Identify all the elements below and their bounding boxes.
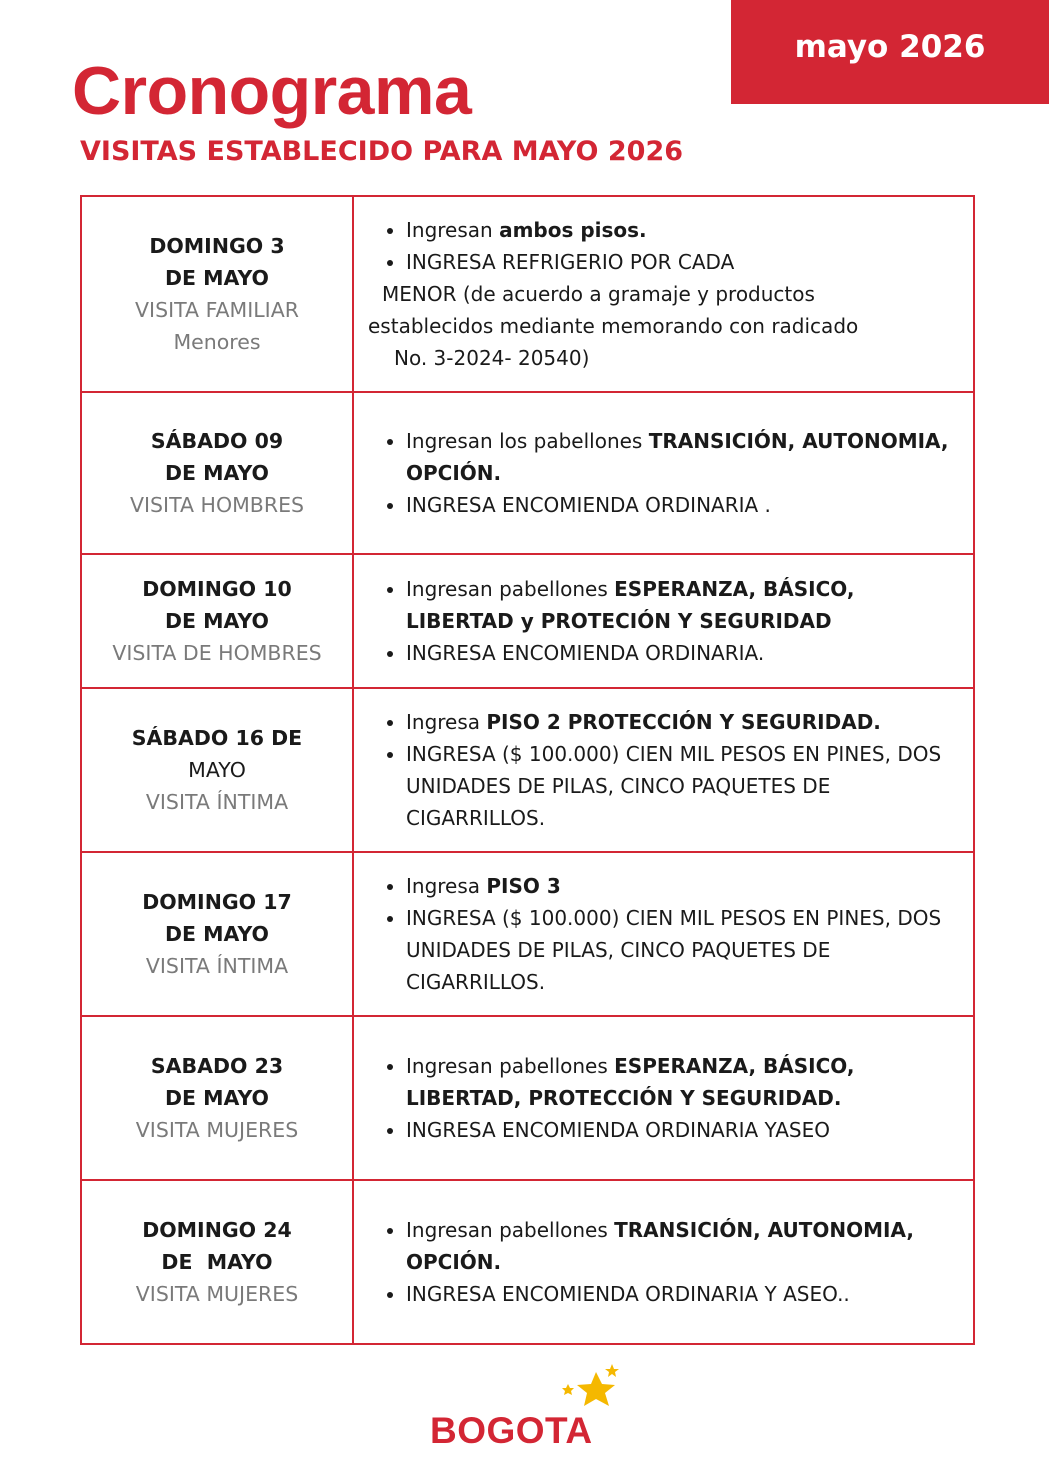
note-line: establecidos mediante memorando con radicado <box>368 314 859 338</box>
date-cell <box>81 392 353 554</box>
date-line: DE MAYO <box>164 1086 269 1110</box>
date-line: DE MAYO <box>164 922 269 946</box>
visit-type: VISITA HOMBRES <box>129 493 305 517</box>
date-line: DOMINGO 24 <box>142 1218 292 1242</box>
table-row <box>81 688 974 852</box>
details-list <box>406 425 961 521</box>
details-cell <box>353 392 974 554</box>
date-line: DE MAYO <box>161 1250 273 1274</box>
visit-type: VISITA DE HOMBRES <box>112 641 322 665</box>
date-line: DOMINGO 3 <box>149 234 285 258</box>
date-line: SÁBADO 09 <box>150 429 284 453</box>
visit-type: VISITA MUJERES <box>135 1118 299 1142</box>
table-row <box>81 554 974 688</box>
list-item: INGRESA ENCOMIENDA ORDINARIA YASEO <box>406 1114 961 1146</box>
list-item: Ingresan pabellones ESPERANZA, BÁSICO, LIBERTAD y PROTECIÓN Y SEGURIDAD <box>406 573 961 637</box>
date-cell <box>81 688 353 852</box>
list-item: INGRESA ENCOMIENDA ORDINARIA . <box>406 489 961 521</box>
date-cell <box>81 852 353 1016</box>
date-line: MAYO <box>188 758 246 782</box>
list-item: INGRESA ENCOMIENDA ORDINARIA Y ASEO.. <box>406 1278 961 1310</box>
table-row <box>81 852 974 1016</box>
date-line: DE MAYO <box>164 461 269 485</box>
date-cell <box>81 196 353 392</box>
list-item: Ingresan ambos pisos. <box>406 214 961 246</box>
details-cell <box>353 1016 974 1180</box>
details-list <box>406 214 961 278</box>
visit-type: VISITA ÍNTIMA <box>145 790 289 814</box>
details-list <box>406 1214 961 1310</box>
details-cell <box>353 688 974 852</box>
date-line: SABADO 23 <box>150 1054 284 1078</box>
date-line: DOMINGO 10 <box>142 577 292 601</box>
details-list <box>406 573 961 669</box>
table-row <box>81 392 974 554</box>
page-title: Cronograma <box>72 53 472 129</box>
visit-type: VISITA FAMILIAR <box>135 298 299 322</box>
details-list <box>406 706 961 834</box>
list-item: Ingresa PISO 2 PROTECCIÓN Y SEGURIDAD. <box>406 706 961 738</box>
page-subtitle: VISITAS ESTABLECIDO PARA MAYO 2026 <box>80 136 684 167</box>
details-cell <box>353 852 974 1016</box>
date-line: DE MAYO <box>164 609 269 633</box>
note-line: MENOR (de acuerdo a gramaje y productos <box>382 282 815 306</box>
table-row <box>81 196 974 392</box>
date-cell <box>81 1180 353 1344</box>
details-cell <box>353 554 974 688</box>
bogota-logo <box>430 1362 630 1462</box>
visit-type: VISITA ÍNTIMA <box>145 954 289 978</box>
list-item: Ingresan los pabellones TRANSICIÓN, AUTONOMIA, OPCIÓN. <box>406 425 961 489</box>
date-line: SÁBADO 16 DE <box>131 726 303 750</box>
list-item: INGRESA ($ 100.000) CIEN MIL PESOS EN PINES, DOS UNIDADES DE PILAS, CINCO PAQUETES DE CIGARRILLOS. <box>406 902 961 998</box>
list-item: INGRESA ENCOMIENDA ORDINARIA. <box>406 637 961 669</box>
list-item: Ingresa PISO 3 <box>406 870 961 902</box>
details-list <box>406 1050 961 1146</box>
details-cell <box>353 196 974 392</box>
list-item: Ingresan pabellones TRANSICIÓN, AUTONOMIA, OPCIÓN. <box>406 1214 961 1278</box>
visit-type: Menores <box>173 330 261 354</box>
date-line: DE MAYO <box>164 266 269 290</box>
date-cell <box>81 1016 353 1180</box>
details-cell <box>353 1180 974 1344</box>
visit-type: VISITA MUJERES <box>135 1282 299 1306</box>
table-row <box>81 1016 974 1180</box>
note-line: No. 3-2024- 20540) <box>394 346 590 370</box>
date-cell <box>81 554 353 688</box>
table-row <box>81 1180 974 1344</box>
month-badge: mayo 2026 <box>731 0 1049 104</box>
list-item: INGRESA REFRIGERIO POR CADA <box>406 246 961 278</box>
logo-text: BOGOTA <box>430 1410 593 1451</box>
schedule-table <box>80 195 975 1345</box>
details-list <box>406 870 961 998</box>
list-item: INGRESA ($ 100.000) CIEN MIL PESOS EN PINES, DOS UNIDADES DE PILAS, CINCO PAQUETES DE CIGARRILLOS. <box>406 738 961 834</box>
list-item: Ingresan pabellones ESPERANZA, BÁSICO, LIBERTAD, PROTECCIÓN Y SEGURIDAD. <box>406 1050 961 1114</box>
date-line: DOMINGO 17 <box>142 890 292 914</box>
